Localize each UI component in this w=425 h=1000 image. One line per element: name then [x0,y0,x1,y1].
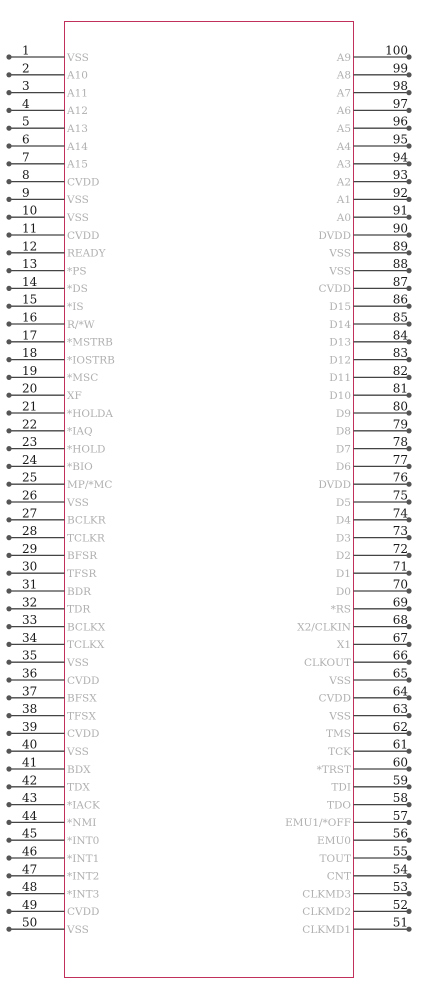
pin-end-dot [6,695,11,700]
pin-35 [6,649,88,669]
pin-number: 95 [392,132,408,147]
pin-29 [6,542,98,562]
pin-number: 79 [392,417,408,432]
pin-number: 92 [392,185,408,200]
pin-name: A4 [336,140,351,153]
pin-number: 6 [22,132,30,147]
pin-2 [6,61,88,81]
pin-end-dot [6,482,11,487]
pin-number: 18 [22,346,38,361]
pin-name: MP/*MC [67,479,113,491]
pin-end-dot [6,54,11,59]
pin-number: 89 [392,239,408,254]
pin-number: 5 [22,114,30,129]
pin-name: CLKMD3 [302,888,351,901]
pin-40 [6,738,88,758]
pin-name: D15 [329,301,351,313]
pin-number: 45 [22,826,38,841]
pin-number: 67 [392,630,408,645]
pin-name: *PS [67,265,87,278]
right-pin-column [285,44,412,937]
pin-name: D7 [335,443,351,456]
pin-number: 21 [22,399,38,414]
pin-number: 27 [22,506,38,521]
pin-name: D8 [335,425,351,438]
pin-end-dot [6,179,11,184]
pin-end-dot [6,126,11,131]
pin-number: 50 [22,915,38,930]
pin-name: D3 [335,532,351,545]
pin-16 [6,311,94,331]
pin-number: 41 [22,755,38,770]
pin-name: TCLKX [67,639,105,652]
pin-end-dot [6,713,11,718]
pin-name: X1 [336,639,351,652]
pin-end-dot [6,232,11,237]
pin-name: D6 [335,461,351,474]
pin-15 [6,293,83,313]
pin-name: A9 [336,51,351,64]
pin-name: A14 [67,140,88,153]
pin-name: VSS [67,657,89,669]
pin-name: *IACK [67,799,100,812]
pin-9 [6,186,88,206]
pin-name: TFSX [67,710,96,723]
ic-body-outline [65,22,354,978]
pin-number: 75 [392,488,408,503]
pin-name: CLKMD1 [302,924,351,936]
pin-number: 51 [392,915,408,930]
pin-number: 78 [392,435,408,450]
pin-end-dot [6,464,11,469]
pin-49 [6,898,99,918]
pin-50 [6,916,88,936]
pin-number: 30 [22,559,38,574]
pin-name: BCLKX [67,621,106,634]
pin-number: 15 [22,292,38,307]
pin-name: TDI [331,781,351,794]
pin-13 [6,257,86,277]
pin-number: 47 [22,862,38,877]
pin-name: *IS [67,301,84,313]
pin-number: 98 [392,79,408,94]
pin-end-dot [6,553,11,558]
pin-name: *INT1 [67,852,100,865]
pin-end-dot [6,286,11,291]
pin-number: 90 [392,221,408,236]
pin-number: 72 [392,541,408,556]
pin-name: CVDD [67,229,100,242]
pin-end-dot [6,909,11,914]
pin-name: D13 [329,336,351,349]
pin-number: 7 [22,150,30,165]
pin-number: 73 [392,524,408,539]
pin-end-dot [6,731,11,736]
pin-number: 10 [22,203,38,218]
pin-number: 2 [22,61,30,76]
pin-name: D4 [335,514,351,527]
pin-name: VSS [329,674,351,687]
pin-number: 84 [392,328,408,343]
pin-20 [6,382,81,402]
pin-name: D12 [329,354,351,367]
pin-end-dot [6,304,11,309]
pin-end-dot [6,588,11,593]
pin-number: 8 [22,168,30,183]
pin-number: 25 [22,470,38,485]
pin-number: 93 [392,168,408,183]
pin-name: D1 [335,568,351,580]
pin-42 [6,773,90,793]
pin-name: EMU0 [317,835,351,847]
pin-end-dot [6,143,11,148]
pin-number: 29 [22,541,38,556]
pin-name: A13 [67,123,88,135]
pin-44 [6,809,96,829]
pin-name: BFSR [67,550,98,563]
pin-number: 96 [392,114,408,129]
pin-name: VSS [67,212,89,224]
pin-number: 24 [22,452,38,467]
pin-name: A7 [336,87,351,100]
pin-name: CVDD [67,728,100,741]
pin-41 [6,756,91,776]
pin-number: 87 [392,274,408,289]
pin-number: 52 [392,897,408,912]
pin-14 [6,275,87,295]
pin-end-dot [6,161,11,166]
pin-name: XF [67,390,82,402]
pin-name: VSS [67,194,89,207]
pin-end-dot [6,891,11,896]
pin-end-dot [6,749,11,754]
pin-name: DVDD [318,479,351,491]
pin-number: 28 [22,524,38,539]
pin-number: 16 [22,310,38,325]
pin-number: 80 [392,399,408,414]
pin-number: 65 [392,666,408,681]
pin-name: *INT3 [67,888,100,901]
pin-number: 11 [22,221,38,236]
pin-51 [302,916,411,936]
pin-number: 88 [392,257,408,272]
pin-name: A8 [336,69,351,82]
pin-number: 53 [392,880,408,895]
pin-name: BCLKR [67,514,106,527]
pin-name: A0 [336,212,351,224]
pin-46 [6,845,99,865]
pin-name: A6 [336,105,351,118]
pin-name: D11 [329,372,351,385]
pin-11 [6,222,99,242]
pin-43 [6,791,100,811]
pin-number: 20 [22,381,38,396]
pin-number: 40 [22,737,38,752]
pin-number: 44 [22,808,38,823]
pin-number: 3 [22,79,30,94]
pin-end-dot [6,642,11,647]
pin-name: A15 [67,158,88,171]
pin-name: A1 [336,194,351,207]
pin-end-dot [6,321,11,326]
pin-10 [6,204,88,224]
pin-name: CNT [326,870,351,883]
pin-37 [6,684,97,704]
pin-number: 13 [22,257,38,272]
pin-end-dot [6,90,11,95]
pin-name: VSS [329,247,351,260]
pin-number: 100 [385,43,408,58]
pin-name: TMS [326,728,351,741]
pin-name: TDX [67,781,90,794]
pin-number: 86 [392,292,408,307]
pin-name: D10 [329,390,351,402]
pin-number: 68 [392,613,408,628]
pin-name: *RS [330,603,351,616]
pin-name: A11 [67,87,88,100]
pin-number: 55 [392,844,408,859]
pin-number: 42 [22,773,38,788]
pin-name: BFSX [67,692,97,705]
pin-end-dot [6,446,11,451]
pin-name: BDX [67,763,91,776]
pin-number: 39 [22,719,38,734]
pin-end-dot [6,499,11,504]
pin-end-dot [6,535,11,540]
pin-number: 37 [22,684,38,699]
pin-number: 58 [392,791,408,806]
pin-name: A5 [336,123,351,135]
pin-end-dot [6,873,11,878]
pin-number: 83 [392,346,408,361]
pin-name: *MSC [67,372,99,385]
pin-8 [6,168,99,188]
pin-end-dot [6,428,11,433]
pin-end-dot [6,357,11,362]
pin-end-dot [6,820,11,825]
pin-end-dot [6,393,11,398]
pin-number: 66 [392,648,408,663]
pin-name: TDO [326,799,351,812]
pin-name: D9 [335,407,351,420]
pin-number: 19 [22,363,38,378]
pin-number: 56 [392,826,408,841]
pin-name: TCLKR [67,532,105,545]
pin-number: 14 [22,274,38,289]
pin-number: 33 [22,613,38,628]
pin-name: VSS [67,924,89,936]
pin-name: D14 [329,318,351,331]
pin-name: D5 [335,496,351,509]
pin-name: CVDD [67,906,100,919]
pin-end-dot [6,571,11,576]
pin-name: A2 [336,176,351,189]
pin-number: 70 [392,577,408,592]
pin-number: 85 [392,310,408,325]
pin-31 [6,578,92,598]
pin-number: 23 [22,435,38,450]
pin-number: 1 [22,43,30,58]
pin-name: *BIO [67,461,93,474]
pin-name: *NMI [67,817,97,830]
pin-32 [6,595,91,615]
pin-5 [6,115,88,135]
pin-end-dot [6,108,11,113]
pin-number: 71 [392,559,408,574]
pin-number: 63 [392,702,408,717]
pin-end-dot [6,215,11,220]
pin-name: BDR [67,585,92,598]
pin-name: *DS [67,283,88,296]
pin-19 [6,364,98,384]
pin-number: 31 [22,577,38,592]
pin-number: 38 [22,702,38,717]
pin-name: A3 [336,158,351,171]
pin-48 [6,880,99,900]
pin-number: 22 [22,417,38,432]
pin-end-dot [6,677,11,682]
pin-number: 43 [22,791,38,806]
pin-number: 91 [392,203,408,218]
pin-name: CLKOUT [303,657,351,669]
pin-number: 57 [392,808,408,823]
pin-24 [6,453,93,473]
pin-name: *HOLD [67,443,106,456]
pin-end-dot [6,766,11,771]
pin-end-dot [6,802,11,807]
pin-end-dot [6,410,11,415]
pin-number: 35 [22,648,38,663]
pin-number: 12 [22,239,38,254]
pin-end-dot [6,606,11,611]
pin-number: 9 [22,185,30,200]
pin-end-dot [6,250,11,255]
pin-name: CLKMD2 [302,906,351,919]
pin-name: D0 [335,585,351,598]
pin-name: TOUT [319,852,351,865]
pin-end-dot [6,855,11,860]
pin-number: 36 [22,666,38,681]
pin-end-dot [6,72,11,77]
pin-number: 76 [392,470,408,485]
pin-number: 82 [392,363,408,378]
pin-number: 99 [392,61,408,76]
pin-3 [6,79,88,99]
pin-number: 26 [22,488,38,503]
pin-6 [6,133,88,153]
pin-name: *HOLDA [67,407,113,420]
pin-number: 34 [22,630,38,645]
pin-number: 60 [392,755,408,770]
pin-name: VSS [67,496,89,509]
pin-number: 62 [392,719,408,734]
pin-end-dot [6,375,11,380]
pin-name: CVDD [318,283,351,296]
pin-name: *INT2 [67,870,100,883]
pin-name: D2 [335,550,351,563]
pin-end-dot [6,927,11,932]
pin-name: X2/CLKIN [297,621,351,634]
pin-name: READY [67,247,106,260]
pin-name: *INT0 [67,835,100,847]
pin-number: 61 [392,737,408,752]
pin-7 [6,150,88,170]
pin-number: 4 [22,96,30,111]
pin-end-dot [6,268,11,273]
pin-number: 97 [392,96,408,111]
pin-number: 49 [22,897,38,912]
pin-name: VSS [67,51,89,64]
pin-name: CVDD [318,692,351,705]
pin-number: 54 [392,862,408,877]
pin-end-dot [6,784,11,789]
pin-number: 74 [392,506,408,521]
pin-name: TFSR [67,568,97,580]
pin-number: 77 [392,452,408,467]
pin-end-dot [6,624,11,629]
pin-name: DVDD [318,229,351,242]
pin-22 [6,417,93,437]
pin-end-dot [6,517,11,522]
pin-39 [6,720,99,740]
pin-name: VSS [67,746,89,758]
pin-name: CVDD [67,176,100,189]
pin-name: TCK [328,746,351,758]
pin-name: VSS [329,710,351,723]
pin-30 [6,560,97,580]
pin-name: R/*W [67,318,95,331]
pin-name: *MSTRB [67,336,113,349]
pin-number: 94 [392,150,408,165]
pin-name: *IAQ [67,425,93,438]
pin-name: *IOSTRB [67,354,115,367]
pin-number: 59 [392,773,408,788]
pin-end-dot [6,838,11,843]
pin-name: TDR [67,603,91,616]
pin-number: 46 [22,844,38,859]
pin-number: 32 [22,595,38,610]
pin-name: EMU1/*OFF [285,817,351,830]
pin-name: *TRST [316,763,351,776]
pin-end-dot [6,197,11,202]
left-pin-column [6,44,115,937]
pin-4 [6,97,88,117]
pin-number: 48 [22,880,38,895]
pin-name: A10 [67,69,88,82]
pin-45 [6,827,99,847]
pin-name: A12 [67,105,88,118]
pin-name: VSS [329,265,351,278]
pin-36 [6,667,99,687]
pin-number: 69 [392,595,408,610]
pin-number: 17 [22,328,38,343]
pin-47 [6,862,99,882]
pin-number: 64 [392,684,408,699]
pin-1 [6,44,88,64]
pin-number: 81 [392,381,408,396]
pin-name: CVDD [67,674,100,687]
pin-26 [6,489,88,509]
pin-38 [6,702,96,722]
pin-end-dot [6,339,11,344]
pin-end-dot [6,660,11,665]
